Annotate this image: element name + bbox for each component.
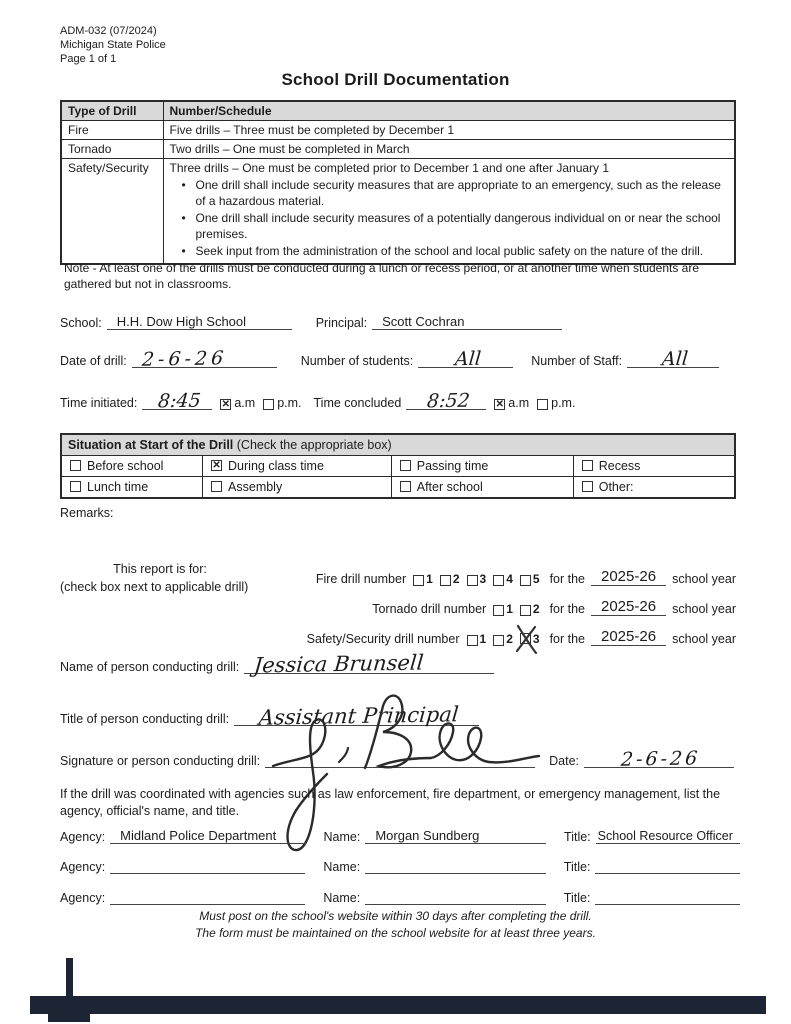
conductor-title-label: Title of person conducting drill: bbox=[60, 712, 230, 726]
fire-school-year-field[interactable]: 2025-26 bbox=[591, 568, 666, 586]
agency-row bbox=[60, 891, 740, 905]
col-header-type: Type of Drill bbox=[61, 101, 163, 121]
issuing-agency: Michigan State Police bbox=[60, 39, 166, 51]
situation-option[interactable]: Passing time bbox=[391, 456, 573, 477]
title-label: Title: bbox=[563, 860, 591, 874]
scan-artifact-bar bbox=[30, 996, 766, 1014]
school-principal-row bbox=[60, 314, 736, 330]
signature-label: Signature or person conducting drill: bbox=[60, 754, 261, 768]
scan-artifact-tab bbox=[48, 1013, 90, 1022]
concluded-pm-checkbox[interactable] bbox=[537, 399, 548, 410]
other-checkbox bbox=[582, 481, 593, 492]
number-of-students-label: Number of students: bbox=[300, 354, 414, 368]
situation-row bbox=[61, 477, 735, 499]
time-initiated-field[interactable]: 8:45 bbox=[142, 390, 212, 410]
name-label: Name: bbox=[323, 830, 361, 844]
list-item: • One drill shall include security measures of a potentially dangerous individual on or near the school premises. bbox=[181, 211, 721, 241]
agency-field[interactable] bbox=[110, 873, 305, 874]
pm-label: p.m. bbox=[277, 396, 302, 410]
safety-bullet-list bbox=[170, 177, 729, 261]
tornado-drill-1-checkbox[interactable] bbox=[493, 605, 504, 616]
recess-checkbox bbox=[582, 460, 593, 471]
list-item: • One drill shall include security measures that are appropriate to an emergency, such as the release of a hazardous material. bbox=[181, 178, 721, 208]
tornado-school-year-field[interactable]: 2025-26 bbox=[591, 598, 666, 616]
drill-type: Safety/Security bbox=[61, 159, 163, 264]
agency-contact-name-field[interactable] bbox=[365, 904, 546, 905]
table-header-row bbox=[61, 101, 735, 121]
name-label: Name: bbox=[323, 860, 361, 874]
agency-row bbox=[60, 828, 740, 844]
form-number: ADM-032 (07/2024) bbox=[60, 25, 157, 37]
table-row bbox=[61, 121, 735, 140]
col-header-schedule: Number/Schedule bbox=[163, 101, 735, 121]
safety-drill-1-checkbox[interactable] bbox=[467, 635, 478, 646]
posting-instructions: Must post on the school's website within 30 days after completing the drill. The form must be maintained on the school website for at least three years. bbox=[195, 909, 596, 940]
drill-type: Fire bbox=[61, 121, 163, 140]
situation-option[interactable]: Lunch time bbox=[61, 477, 203, 499]
agency-row bbox=[60, 860, 740, 874]
number-of-staff-field[interactable]: All bbox=[627, 348, 719, 368]
agency-label: Agency: bbox=[60, 830, 106, 844]
situation-header-row bbox=[61, 434, 735, 456]
time-concluded-field[interactable]: 8:52 bbox=[406, 390, 486, 410]
fire-drill-number-row: Fire drill number 1 2 3 4 5 for the 2025-26 school year bbox=[315, 568, 736, 586]
drill-schedule: Two drills – One must be completed in March bbox=[163, 140, 735, 159]
signature-date-field[interactable]: 2-6-26 bbox=[584, 748, 734, 768]
situation-option[interactable]: Assembly bbox=[203, 477, 392, 499]
situation-option[interactable]: Recess bbox=[573, 456, 735, 477]
am-label: a.m bbox=[508, 396, 530, 410]
situation-table bbox=[60, 433, 736, 499]
situation-row bbox=[61, 456, 735, 477]
fire-drill-1-checkbox[interactable] bbox=[413, 575, 424, 586]
before-school-checkbox bbox=[70, 460, 81, 471]
safety-drill-number-label: Safety/Security drill number bbox=[306, 632, 460, 646]
agency-contact-name-field[interactable]: Morgan Sundberg bbox=[365, 828, 546, 844]
list-item: • Seek input from the administration of the school and local public safety on the nature of the drill. bbox=[181, 244, 704, 259]
number-of-students-field[interactable]: All bbox=[418, 348, 513, 368]
situation-option[interactable]: Before school bbox=[61, 456, 203, 477]
remarks-label: Remarks: bbox=[60, 506, 114, 520]
table-row bbox=[61, 159, 735, 264]
agency-field[interactable] bbox=[110, 904, 305, 905]
table-row bbox=[61, 140, 735, 159]
report-for-caption: This report is for: (check box next to applicable drill) bbox=[60, 562, 249, 594]
drill-details-row bbox=[60, 347, 736, 371]
title-label: Title: bbox=[564, 830, 591, 844]
drill-type: Tornado bbox=[61, 140, 163, 159]
conductor-name-row bbox=[60, 650, 736, 678]
initiated-pm-checkbox[interactable] bbox=[263, 399, 274, 410]
date-of-drill-field[interactable]: 2-6-26 bbox=[132, 348, 277, 368]
passing-time-checkbox bbox=[400, 460, 411, 471]
coordination-note: If the drill was coordinated with agencies such as law enforcement, fire department, or emergency management, list the agency, official's name, and title. bbox=[60, 787, 721, 818]
agency-contact-title-field[interactable]: School Resource Officer bbox=[596, 829, 740, 844]
date-of-drill-label: Date of drill: bbox=[60, 354, 127, 368]
bullet-icon: • bbox=[181, 244, 186, 259]
safety-drill-3-checkbox[interactable] bbox=[520, 633, 531, 644]
agency-contact-title-field[interactable] bbox=[595, 873, 740, 874]
agency-label: Agency: bbox=[60, 860, 106, 874]
conductor-name-label: Name of person conducting drill: bbox=[60, 660, 240, 674]
drill-schedule: Five drills – Three must be completed by December 1 bbox=[163, 121, 735, 140]
bullet-icon: • bbox=[181, 211, 186, 226]
drill-schedule: Three drills – One must be completed prior to December 1 and one after January 1 • One drill shall include security measures that are appropriate to an emergency, such as the release of a hazardous material. • One drill shall include security measures of a potentially dangerous individual on or near the school premises. • Seek input from the administration of the school and local public safety on the nature of the drill. bbox=[163, 159, 735, 264]
bullet-icon: • bbox=[181, 178, 186, 192]
conductor-title-row bbox=[60, 702, 736, 730]
situation-option[interactable]: ✕ During class time bbox=[203, 456, 392, 477]
tornado-drill-number-row: Tornado drill number 1 2 for the 2025-26 school year bbox=[372, 598, 736, 616]
principal-label: Principal: bbox=[315, 316, 368, 330]
time-row bbox=[60, 389, 736, 413]
fire-drill-2-checkbox[interactable] bbox=[440, 575, 451, 586]
agency-field[interactable]: Midland Police Department bbox=[110, 828, 305, 844]
drill-schedule-table bbox=[60, 100, 736, 265]
situation-option[interactable]: Other: bbox=[573, 477, 735, 499]
report-for-section bbox=[60, 556, 736, 646]
signature-row bbox=[60, 747, 736, 771]
assembly-checkbox bbox=[211, 481, 222, 492]
am-label: a.m bbox=[234, 396, 256, 410]
situation-option[interactable]: After school bbox=[391, 477, 573, 499]
form-header bbox=[60, 24, 166, 66]
lunch-recess-note: Note - At least one of the drills must be conducted during a lunch or recess period, or at another time when students are gathered but not in classrooms. bbox=[64, 261, 700, 292]
safety-school-year-field[interactable]: 2025-26 bbox=[591, 628, 666, 646]
conductor-name-field[interactable]: Jessica Brunsell bbox=[244, 652, 494, 674]
title-label: Title: bbox=[563, 891, 591, 905]
school-field[interactable]: H.H. Dow High School bbox=[107, 314, 292, 330]
tornado-drill-2-checkbox[interactable] bbox=[520, 605, 531, 616]
during-class-time-checkbox bbox=[211, 460, 222, 471]
school-label: School: bbox=[60, 316, 102, 330]
page-title: School Drill Documentation bbox=[281, 70, 510, 89]
signature-date-label: Date: bbox=[549, 754, 580, 768]
situation-title: Situation at Start of the Drill (Check the appropriate box) bbox=[61, 434, 735, 456]
time-concluded-label: Time concluded bbox=[313, 396, 402, 410]
fire-drill-4-checkbox[interactable] bbox=[493, 575, 504, 586]
principal-field[interactable]: Scott Cochran bbox=[372, 314, 562, 330]
conductor-title-field[interactable]: Assistant Principal bbox=[234, 704, 479, 726]
scan-artifact-mark bbox=[66, 958, 73, 998]
fire-drill-3-checkbox[interactable] bbox=[467, 575, 478, 586]
safety-drill-2-checkbox[interactable] bbox=[493, 635, 504, 646]
after-school-checkbox bbox=[400, 481, 411, 492]
fire-drill-5-checkbox[interactable] bbox=[520, 575, 531, 586]
tornado-drill-number-label: Tornado drill number bbox=[372, 602, 487, 616]
time-initiated-label: Time initiated: bbox=[60, 396, 138, 410]
signature-field[interactable] bbox=[265, 750, 535, 768]
page-indicator: Page 1 of 1 bbox=[60, 53, 117, 65]
fire-drill-number-label: Fire drill number bbox=[315, 572, 407, 586]
initiated-am-checkbox[interactable] bbox=[220, 399, 231, 410]
safety-drill-number-row: Safety/Security drill number 1 2 3 for the 2025-26 school year bbox=[300, 616, 736, 646]
agency-contact-title-field[interactable] bbox=[595, 904, 740, 905]
lunch-time-checkbox bbox=[70, 481, 81, 492]
agency-contact-name-field[interactable] bbox=[365, 873, 546, 874]
pm-label: p.m. bbox=[551, 396, 576, 410]
name-label: Name: bbox=[323, 891, 361, 905]
number-of-staff-label: Number of Staff: bbox=[531, 354, 623, 368]
concluded-am-checkbox[interactable] bbox=[494, 399, 505, 410]
agency-label: Agency: bbox=[60, 891, 106, 905]
